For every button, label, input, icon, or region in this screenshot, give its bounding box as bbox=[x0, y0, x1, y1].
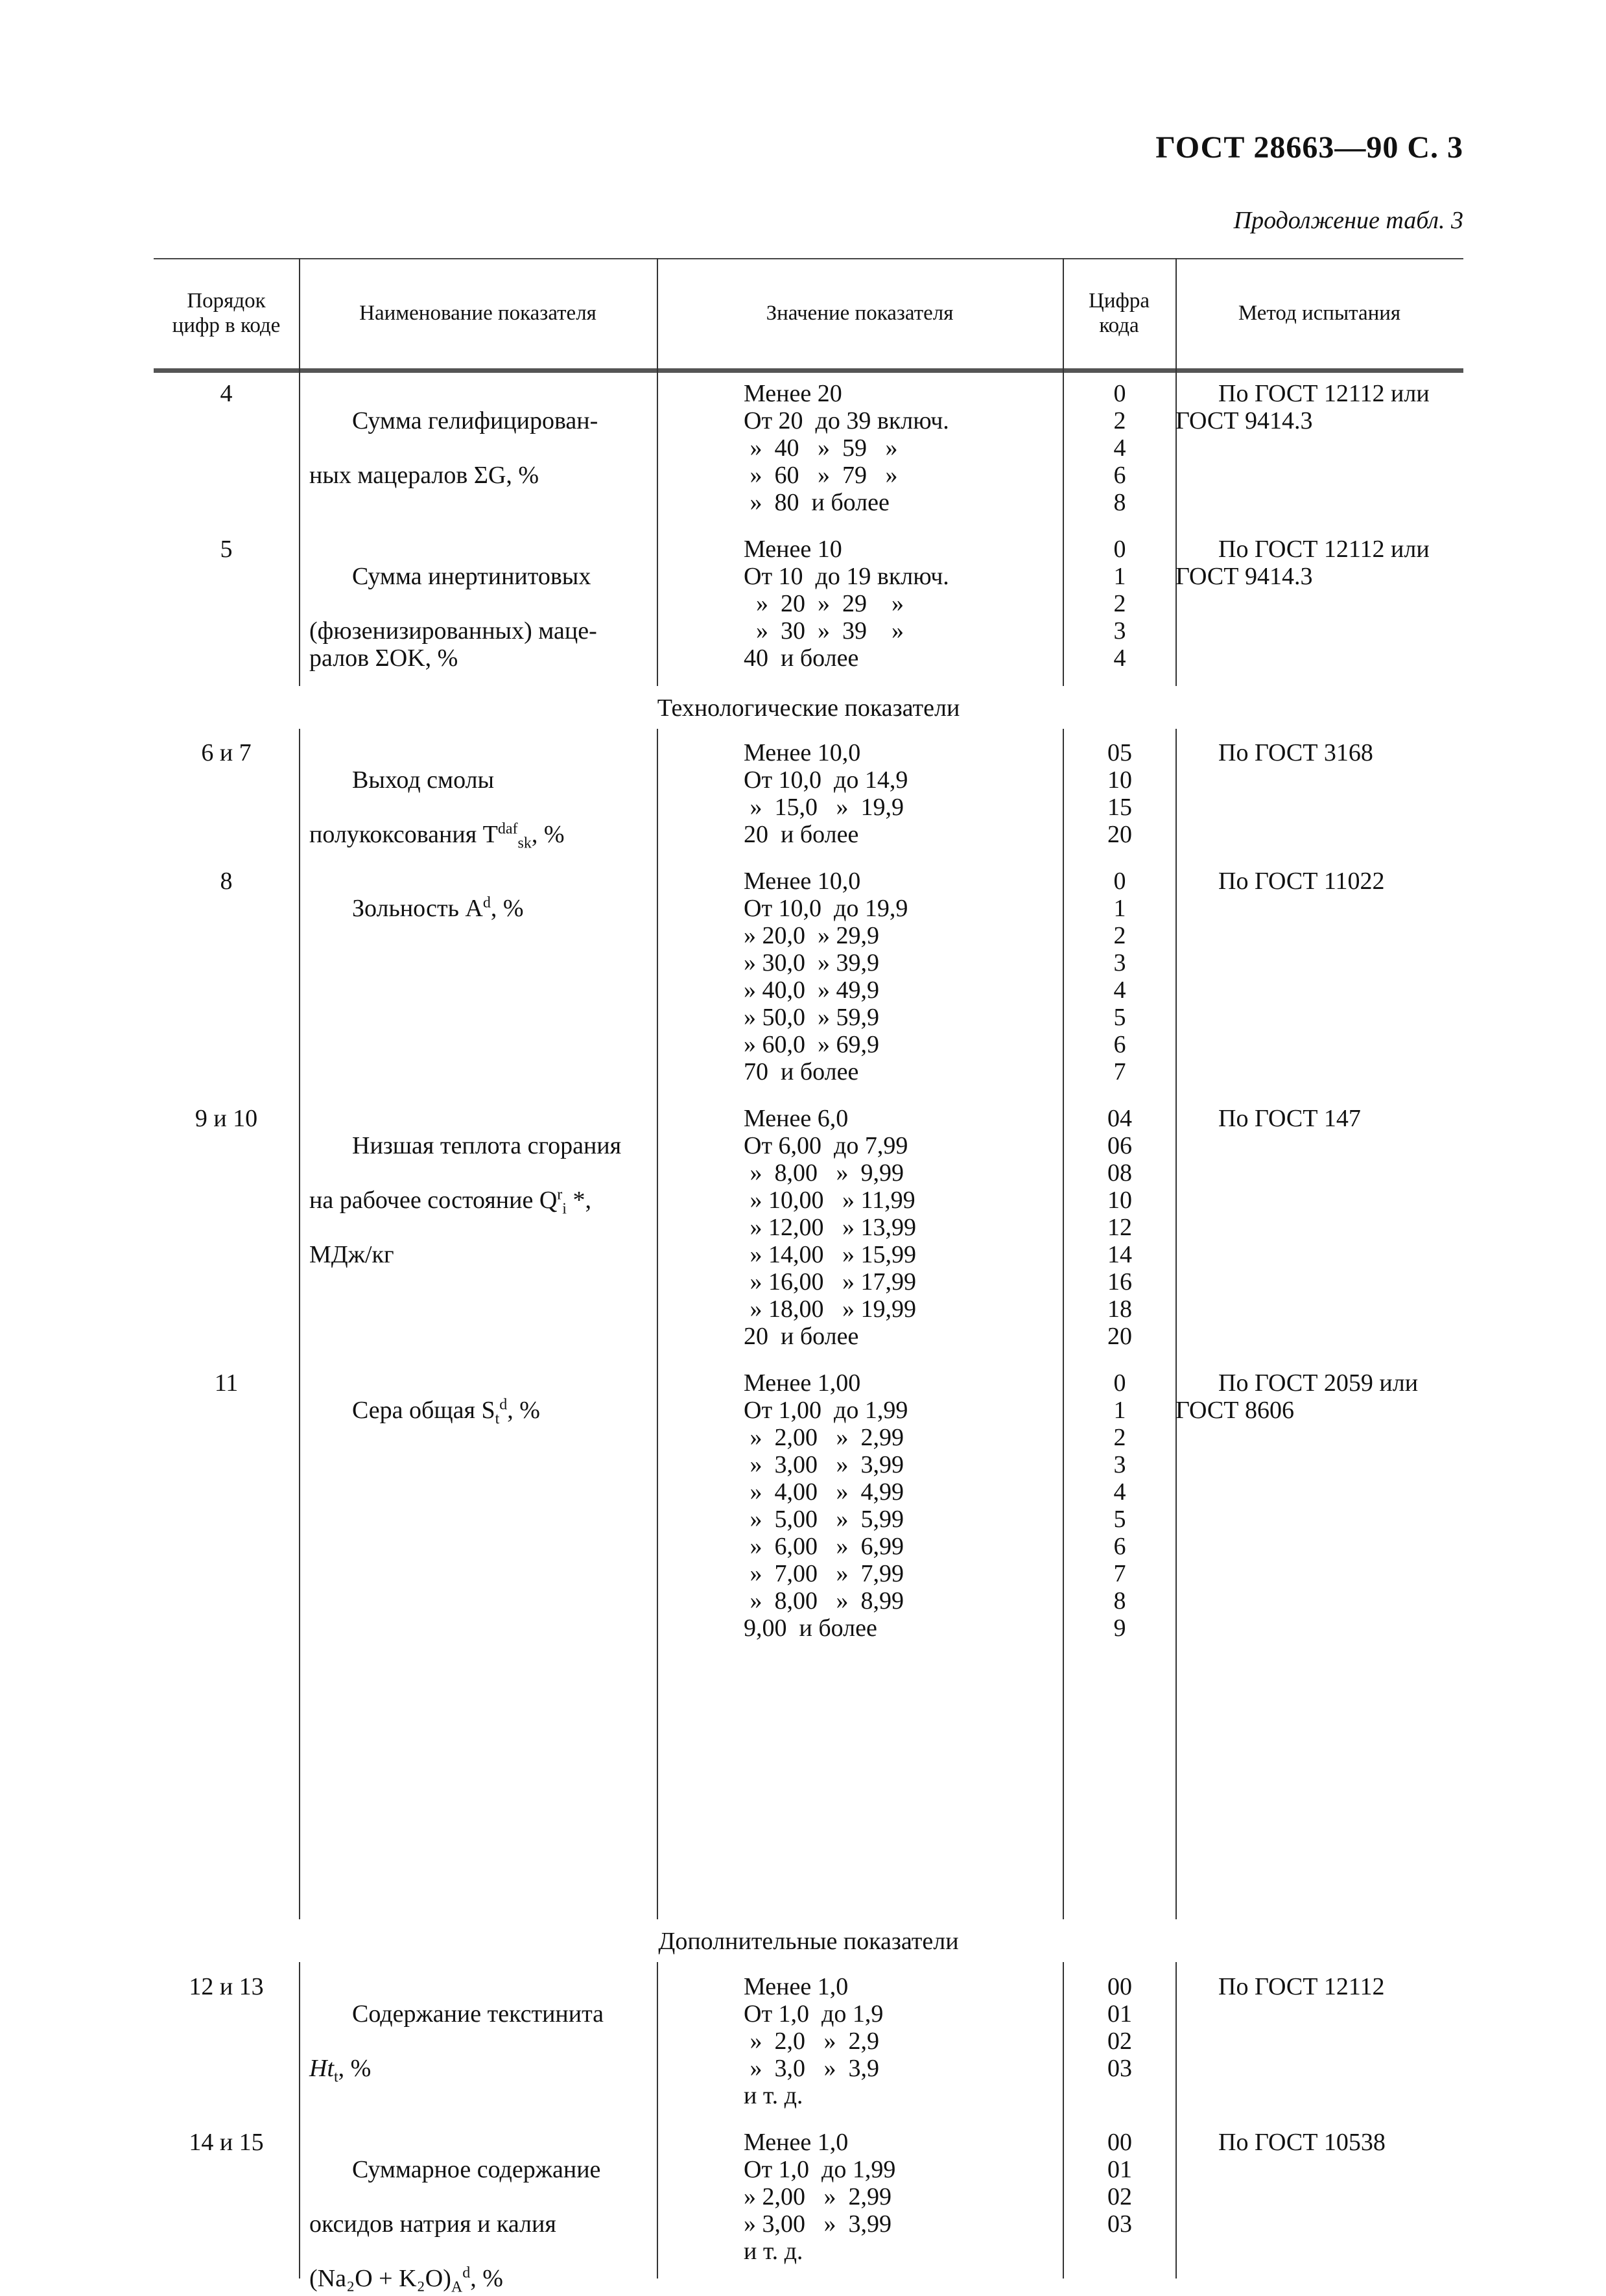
name-text: , % bbox=[531, 821, 565, 848]
value-line: » 30 » 39 » bbox=[744, 617, 904, 645]
header-value: Значение показателя bbox=[766, 302, 954, 325]
value-line: 20 и более bbox=[744, 821, 859, 848]
row-indicator-name bbox=[309, 739, 646, 852]
code-value: 8 bbox=[1113, 489, 1126, 516]
indicator-name-line bbox=[309, 1186, 646, 1218]
value-line: » 40,0 » 49,9 bbox=[744, 976, 879, 1004]
code-value: 1 bbox=[1113, 1397, 1126, 1424]
code-value: 00 bbox=[1107, 2129, 1132, 2156]
indicator-name-line: Суммарное содержание bbox=[352, 2156, 601, 2183]
code-value: 0 bbox=[1113, 380, 1126, 407]
code-value: 0 bbox=[1113, 536, 1126, 563]
value-line: От 1,0 до 1,9 bbox=[744, 2000, 884, 2028]
column-divider bbox=[299, 729, 300, 1919]
code-value: 12 bbox=[1107, 1214, 1132, 1241]
name-text: , % bbox=[470, 2265, 503, 2292]
code-value: 2 bbox=[1113, 407, 1126, 434]
indicator-name-line: Сумма инертинитовых bbox=[352, 563, 591, 590]
value-line: Менее 10,0 bbox=[744, 739, 861, 766]
value-line: » 20 » 29 » bbox=[744, 590, 904, 617]
value-line: Менее 1,0 bbox=[744, 1973, 849, 2000]
row-method bbox=[1175, 536, 1463, 590]
method-line: По ГОСТ 147 bbox=[1218, 1105, 1361, 1132]
code-value: 03 bbox=[1107, 2210, 1132, 2238]
row-codes bbox=[1061, 868, 1178, 1085]
code-value: 20 bbox=[1107, 821, 1132, 848]
section-heading-additional: Дополнительные показатели bbox=[658, 1928, 959, 1955]
row-indicator-name bbox=[309, 380, 646, 489]
code-value: 6 bbox=[1113, 1533, 1126, 1560]
header-bottom-rule bbox=[154, 368, 1463, 373]
value-line: » 8,00 » 9,99 bbox=[744, 1159, 904, 1187]
method-line: По ГОСТ 12112 bbox=[1218, 1973, 1385, 2000]
method-line: ГОСТ 9414.3 bbox=[1175, 563, 1313, 590]
code-value: 4 bbox=[1113, 645, 1126, 672]
code-value: 3 bbox=[1113, 617, 1126, 645]
row-codes bbox=[1061, 2129, 1178, 2238]
code-value: 10 bbox=[1107, 766, 1132, 794]
code-value: 1 bbox=[1113, 895, 1126, 922]
indicator-name-line: оксидов натрия и калия bbox=[309, 2210, 556, 2238]
name-text: , % bbox=[338, 2055, 372, 2082]
method-line: По ГОСТ 12112 или bbox=[1218, 536, 1430, 563]
indicator-name-line bbox=[309, 2264, 503, 2296]
row-method bbox=[1175, 1369, 1463, 1424]
value-line: » 5,00 » 5,99 bbox=[744, 1506, 904, 1533]
code-value: 6 bbox=[1113, 1031, 1126, 1058]
row-codes bbox=[1061, 1105, 1178, 1350]
code-value: 00 bbox=[1107, 1973, 1132, 2000]
value-line: От 1,0 до 1,99 bbox=[744, 2156, 896, 2183]
value-line: » 7,00 » 7,99 bbox=[744, 1560, 904, 1587]
name-superscript: d bbox=[482, 894, 491, 912]
name-text: полукоксования T bbox=[309, 821, 498, 848]
value-line: От 6,00 до 7,99 bbox=[744, 1132, 908, 1159]
code-value: 2 bbox=[1113, 1424, 1126, 1451]
name-subscript: t bbox=[334, 2068, 338, 2086]
indicator-name-line: (фюзенизированных) маце- ралов ΣOK, % bbox=[309, 617, 597, 672]
row-method bbox=[1175, 2129, 1463, 2156]
value-line: » 10,00 » 11,99 bbox=[744, 1187, 915, 1214]
name-subscript: t bbox=[495, 1410, 500, 1428]
indicator-name-line: Низшая теплота сгорания bbox=[352, 1132, 622, 1159]
value-line: Менее 10,0 bbox=[744, 868, 861, 895]
name-text: Зольность A bbox=[352, 895, 483, 922]
value-line: и т. д. bbox=[744, 2238, 803, 2265]
code-value: 20 bbox=[1107, 1323, 1132, 1350]
column-divider bbox=[657, 258, 658, 686]
name-text: Ht bbox=[309, 2055, 334, 2082]
indicator-name-line bbox=[309, 895, 646, 922]
value-line: » 20,0 » 29,9 bbox=[744, 922, 879, 949]
value-line: » 6,00 » 6,99 bbox=[744, 1533, 904, 1560]
method-line: По ГОСТ 12112 или bbox=[1218, 380, 1430, 407]
code-value: 14 bbox=[1107, 1241, 1132, 1268]
code-value: 9 bbox=[1113, 1615, 1126, 1642]
indicator-name-line: Сумма гелифицирован- bbox=[352, 407, 598, 434]
code-value: 6 bbox=[1113, 462, 1126, 489]
value-line: » 14,00 » 15,99 bbox=[744, 1241, 916, 1268]
name-subscript: i bbox=[562, 1200, 567, 1218]
name-text: , % bbox=[507, 1397, 540, 1424]
code-value: 01 bbox=[1107, 2000, 1132, 2028]
value-line: От 1,00 до 1,99 bbox=[744, 1397, 908, 1424]
code-value: 0 bbox=[1113, 1369, 1126, 1397]
value-line: » 15,0 » 19,9 bbox=[744, 794, 904, 821]
indicator-name-line: Содержание текстинита bbox=[352, 2000, 604, 2028]
indicator-name-line: ных мацералов ΣG, % bbox=[309, 462, 539, 489]
value-line: » 60,0 » 69,9 bbox=[744, 1031, 879, 1058]
value-line: Менее 1,00 bbox=[744, 1369, 861, 1397]
column-divider bbox=[657, 729, 658, 1919]
code-value: 02 bbox=[1107, 2028, 1132, 2055]
code-value: 7 bbox=[1113, 1560, 1126, 1587]
name-superscript: daf bbox=[497, 820, 518, 838]
header-order: Порядок цифр в коде bbox=[172, 289, 281, 337]
code-value: 7 bbox=[1113, 1058, 1126, 1085]
value-line: » 50,0 » 59,9 bbox=[744, 1004, 879, 1031]
document-title: ГОСТ 28663—90 С. 3 bbox=[1155, 130, 1463, 165]
row-codes bbox=[1061, 536, 1178, 672]
row-codes bbox=[1061, 1973, 1178, 2082]
code-value: 03 bbox=[1107, 2055, 1132, 2082]
code-value: 16 bbox=[1107, 1268, 1132, 1296]
section-heading-technological: Технологические показатели bbox=[657, 694, 960, 722]
value-line: Менее 10 bbox=[744, 536, 842, 563]
value-line: » 2,00 » 2,99 bbox=[744, 1424, 904, 1451]
code-value: 5 bbox=[1113, 1506, 1126, 1533]
name-text: Сера общая S bbox=[352, 1397, 495, 1424]
value-line: » 3,00 » 3,99 bbox=[744, 2210, 892, 2238]
row-codes bbox=[1061, 1369, 1178, 1642]
indicator-name-line bbox=[309, 820, 565, 852]
method-line: По ГОСТ 2059 или bbox=[1218, 1369, 1419, 1397]
column-divider bbox=[299, 1962, 300, 2278]
row-indicator-name bbox=[309, 1105, 646, 1268]
row-indicator-name bbox=[309, 2129, 646, 2296]
method-line: ГОСТ 8606 bbox=[1175, 1397, 1294, 1424]
method-line: По ГОСТ 10538 bbox=[1218, 2129, 1386, 2156]
value-line: 9,00 и более bbox=[744, 1615, 877, 1642]
code-value: 2 bbox=[1113, 590, 1126, 617]
row-order: 11 bbox=[214, 1369, 239, 1397]
row-indicator-name bbox=[309, 868, 646, 949]
code-value: 1 bbox=[1113, 563, 1126, 590]
value-line: От 10,0 до 19,9 bbox=[744, 895, 908, 922]
value-line: От 10,0 до 14,9 bbox=[744, 766, 908, 794]
value-line: » 2,00 » 2,99 bbox=[744, 2183, 892, 2210]
code-value: 18 bbox=[1107, 1296, 1132, 1323]
name-text: *, bbox=[566, 1187, 591, 1214]
name-subscript: sk bbox=[517, 834, 532, 852]
indicator-name-line: Выход смолы bbox=[352, 766, 495, 794]
page-header bbox=[0, 0, 1606, 259]
code-value: 3 bbox=[1113, 949, 1126, 976]
value-line: и т. д. bbox=[744, 2082, 803, 2109]
header-code: Цифра кода bbox=[1088, 289, 1150, 337]
code-value: 04 bbox=[1107, 1105, 1132, 1132]
code-value: 4 bbox=[1113, 434, 1126, 462]
value-line: От 20 до 39 включ. bbox=[744, 407, 949, 434]
indicator-name-line: МДж/кг bbox=[309, 1241, 394, 1268]
value-line: От 10 до 19 включ. bbox=[744, 563, 949, 590]
row-indicator-name bbox=[309, 1369, 646, 1451]
column-divider bbox=[299, 258, 300, 686]
value-line: » 8,00 » 8,99 bbox=[744, 1587, 904, 1615]
value-line: » 4,00 » 4,99 bbox=[744, 1478, 904, 1506]
value-line: » 18,00 » 19,99 bbox=[744, 1296, 916, 1323]
value-line: Менее 6,0 bbox=[744, 1105, 849, 1132]
code-value: 02 bbox=[1107, 2183, 1132, 2210]
code-value: 3 bbox=[1113, 1451, 1126, 1478]
code-value: 0 bbox=[1113, 868, 1126, 895]
row-order: 4 bbox=[220, 380, 233, 407]
name-superscript: d bbox=[499, 1396, 508, 1414]
value-line: » 3,0 » 3,9 bbox=[744, 2055, 879, 2082]
row-indicator-name bbox=[309, 1973, 646, 2086]
code-value: 2 bbox=[1113, 922, 1126, 949]
value-line: » 2,0 » 2,9 bbox=[744, 2028, 879, 2055]
name-superscript: d bbox=[462, 2264, 471, 2282]
row-order: 12 и 13 bbox=[189, 1973, 264, 2000]
method-line: ГОСТ 9414.3 bbox=[1175, 407, 1313, 434]
row-method bbox=[1175, 380, 1463, 434]
value-line: » 80 и более bbox=[744, 489, 890, 516]
code-value: 05 bbox=[1107, 739, 1132, 766]
code-value: 5 bbox=[1113, 1004, 1126, 1031]
row-codes bbox=[1061, 739, 1178, 848]
row-indicator-name bbox=[309, 536, 646, 672]
code-value: 01 bbox=[1107, 2156, 1132, 2183]
code-value: 15 bbox=[1107, 794, 1132, 821]
row-order: 8 bbox=[220, 868, 233, 895]
code-value: 10 bbox=[1107, 1187, 1132, 1214]
code-value: 06 bbox=[1107, 1132, 1132, 1159]
name-text: на рабочее состояние Q bbox=[309, 1187, 558, 1214]
value-line: 70 и более bbox=[744, 1058, 859, 1085]
header-name: Наименование показателя bbox=[359, 302, 596, 325]
row-order: 5 bbox=[220, 536, 233, 563]
indicator-name-line bbox=[309, 1396, 646, 1428]
row-order: 14 и 15 bbox=[189, 2129, 264, 2156]
method-line: По ГОСТ 3168 bbox=[1218, 739, 1373, 766]
value-line: Менее 20 bbox=[744, 380, 842, 407]
header-method: Метод испытания bbox=[1238, 302, 1401, 325]
row-method bbox=[1175, 739, 1463, 766]
row-method bbox=[1175, 868, 1463, 895]
code-value: 8 bbox=[1113, 1587, 1126, 1615]
value-line: » 40 » 59 » bbox=[744, 434, 898, 462]
value-line: 20 и более bbox=[744, 1323, 859, 1350]
code-value: 4 bbox=[1113, 976, 1126, 1004]
row-order: 6 и 7 bbox=[201, 739, 252, 766]
method-line: По ГОСТ 11022 bbox=[1218, 868, 1385, 895]
value-line: 40 и более bbox=[744, 645, 859, 672]
column-divider bbox=[657, 1962, 658, 2278]
value-line: » 60 » 79 » bbox=[744, 462, 898, 489]
name-text: , % bbox=[490, 895, 524, 922]
name-superscript: r bbox=[557, 1186, 563, 1203]
code-value: 08 bbox=[1107, 1159, 1132, 1187]
row-method bbox=[1175, 1973, 1463, 2000]
row-method bbox=[1175, 1105, 1463, 1132]
value-line: Менее 1,0 bbox=[744, 2129, 849, 2156]
row-codes bbox=[1061, 380, 1178, 516]
row-order: 9 и 10 bbox=[195, 1105, 258, 1132]
indicator-name-line bbox=[309, 2055, 372, 2086]
value-line: » 12,00 » 13,99 bbox=[744, 1214, 916, 1241]
value-line: » 30,0 » 39,9 bbox=[744, 949, 879, 976]
value-line: » 16,00 » 17,99 bbox=[744, 1268, 916, 1296]
name-subscript: A bbox=[451, 2278, 463, 2296]
code-value: 4 bbox=[1113, 1478, 1126, 1506]
table-continuation-note: Продолжение табл. 3 bbox=[1233, 207, 1463, 234]
value-line: » 3,00 » 3,99 bbox=[744, 1451, 904, 1478]
name-text: (Na₂O + K₂O) bbox=[309, 2265, 451, 2292]
